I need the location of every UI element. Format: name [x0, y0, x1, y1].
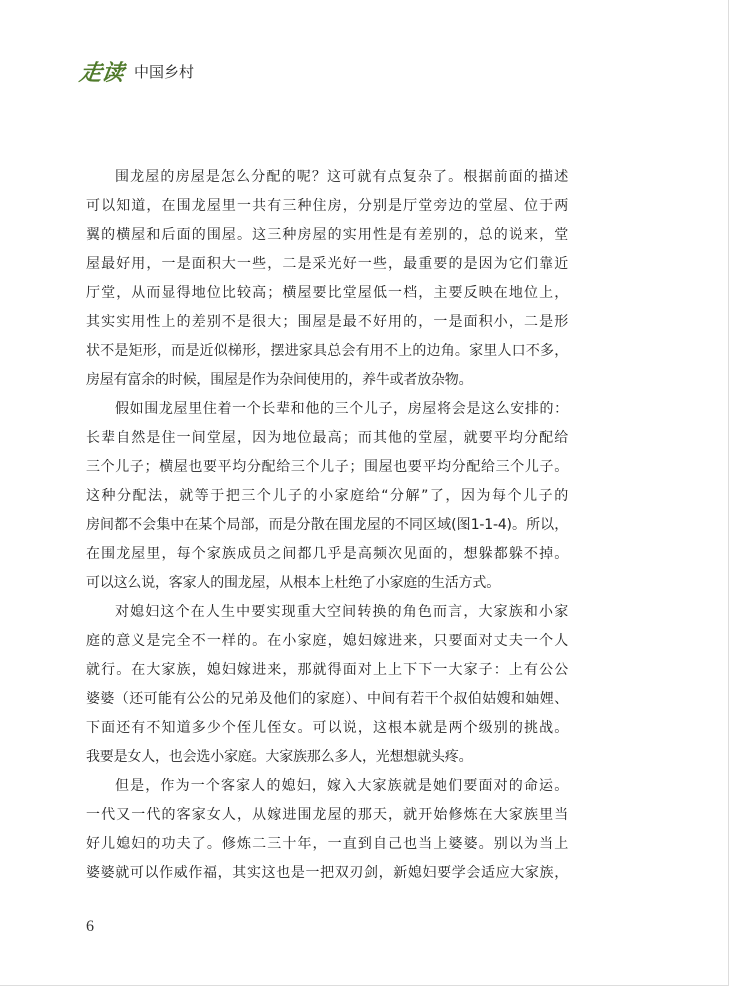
paragraph: [86, 395, 568, 598]
text-line: 房间都不会集中在某个局部，而是分散在围龙屋的不同区域(图1-1-4)。所以，: [86, 517, 568, 533]
text-line: 厅堂，从而显得地位比较高；横屋要比堂屋低一档，主要反映在地位上，: [86, 285, 568, 301]
page-number: 6: [86, 918, 94, 935]
text-line: 状不是矩形，而是近似梯形，摆进家具总会有用不上的边角。家里人口不多，: [86, 343, 568, 359]
text-line: 长辈自然是住一间堂屋，因为地位最高；而其他的堂屋，就要平均分配给: [86, 430, 568, 446]
series-logo: 走读: [77, 59, 126, 86]
text-line: 婆婆就可以作威作福，其实这也是一把双刃剑，新媳妇要学会适应大家族，: [86, 865, 568, 881]
text-line: 一代又一代的客家女人，从嫁进围龙屋的那天，就开始修炼在大家族里当: [86, 807, 568, 823]
text-line: 假如围龙屋里住着一个长辈和他的三个儿子，房屋将会是这么安排的：: [115, 401, 568, 417]
text-line: 其实实用性上的差别不是很大；围屋是最不好用的，一是面积小，二是形: [86, 314, 568, 330]
text-line: 这种分配法，就等于把三个儿子的小家庭给“分解”了，因为每个儿子的: [86, 488, 568, 504]
running-header: [77, 54, 195, 88]
text-line: 下面还有不知道多少个侄儿侄女。可以说，这根本就是两个级别的挑战。: [86, 720, 568, 736]
text-line: 就行。在大家族，媳妇嫁进来，那就得面对上上下下一大家子：上有公公: [86, 662, 568, 678]
text-line: 可以知道，在围龙屋里一共有三种住房，分别是厅堂旁边的堂屋、位于两: [86, 198, 568, 214]
paragraph: [86, 598, 568, 772]
text-line: 好儿媳妇的功夫了。修炼二三十年，一直到自己也当上婆婆。别以为当上: [86, 836, 568, 852]
text-line: 庭的意义是完全不一样的。在小家庭，媳妇嫁进来，只要面对丈夫一个人: [86, 633, 568, 649]
series-title: 中国乡村: [134, 62, 195, 81]
text-line: 翼的横屋和后面的围屋。这三种房屋的实用性是有差别的，总的说来，堂: [86, 227, 568, 243]
text-line: 三个儿子；横屋也要平均分配给三个儿子；围屋也要平均分配给三个儿子。: [86, 459, 568, 475]
text-line: 房屋有富余的时候，围屋是作为杂间使用的，养牛或者放杂物。: [86, 372, 473, 388]
text-line: 对媳妇这个在人生中要实现重大空间转换的角色而言，大家族和小家: [115, 604, 568, 620]
text-line: 在围龙屋里，每个家族成员之间都几乎是高频次见面的，想躲都躲不掉。: [86, 546, 568, 562]
text-line: 我要是女人，也会选小家庭。大家族那么多人，光想想就头疼。: [86, 749, 473, 765]
text-line: 婆婆（还可能有公公的兄弟及他们的家庭）、中间有若干个叔伯姑嫂和妯娌、: [86, 691, 568, 707]
text-line: 但是，作为一个客家人的媳妇，嫁入大家族就是她们要面对的命运。: [115, 778, 568, 794]
body-text: [86, 163, 568, 888]
paragraph: [86, 163, 568, 395]
text-line: 围龙屋的房屋是怎么分配的呢？这可就有点复杂了。根据前面的描述: [115, 169, 568, 185]
paragraph: [86, 772, 568, 888]
text-line: 可以这么说，客家人的围龙屋，从根本上杜绝了小家庭的生活方式。: [86, 575, 500, 591]
text-line: 屋最好用，一是面积大一些，二是采光好一些，最重要的是因为它们靠近: [86, 256, 568, 272]
